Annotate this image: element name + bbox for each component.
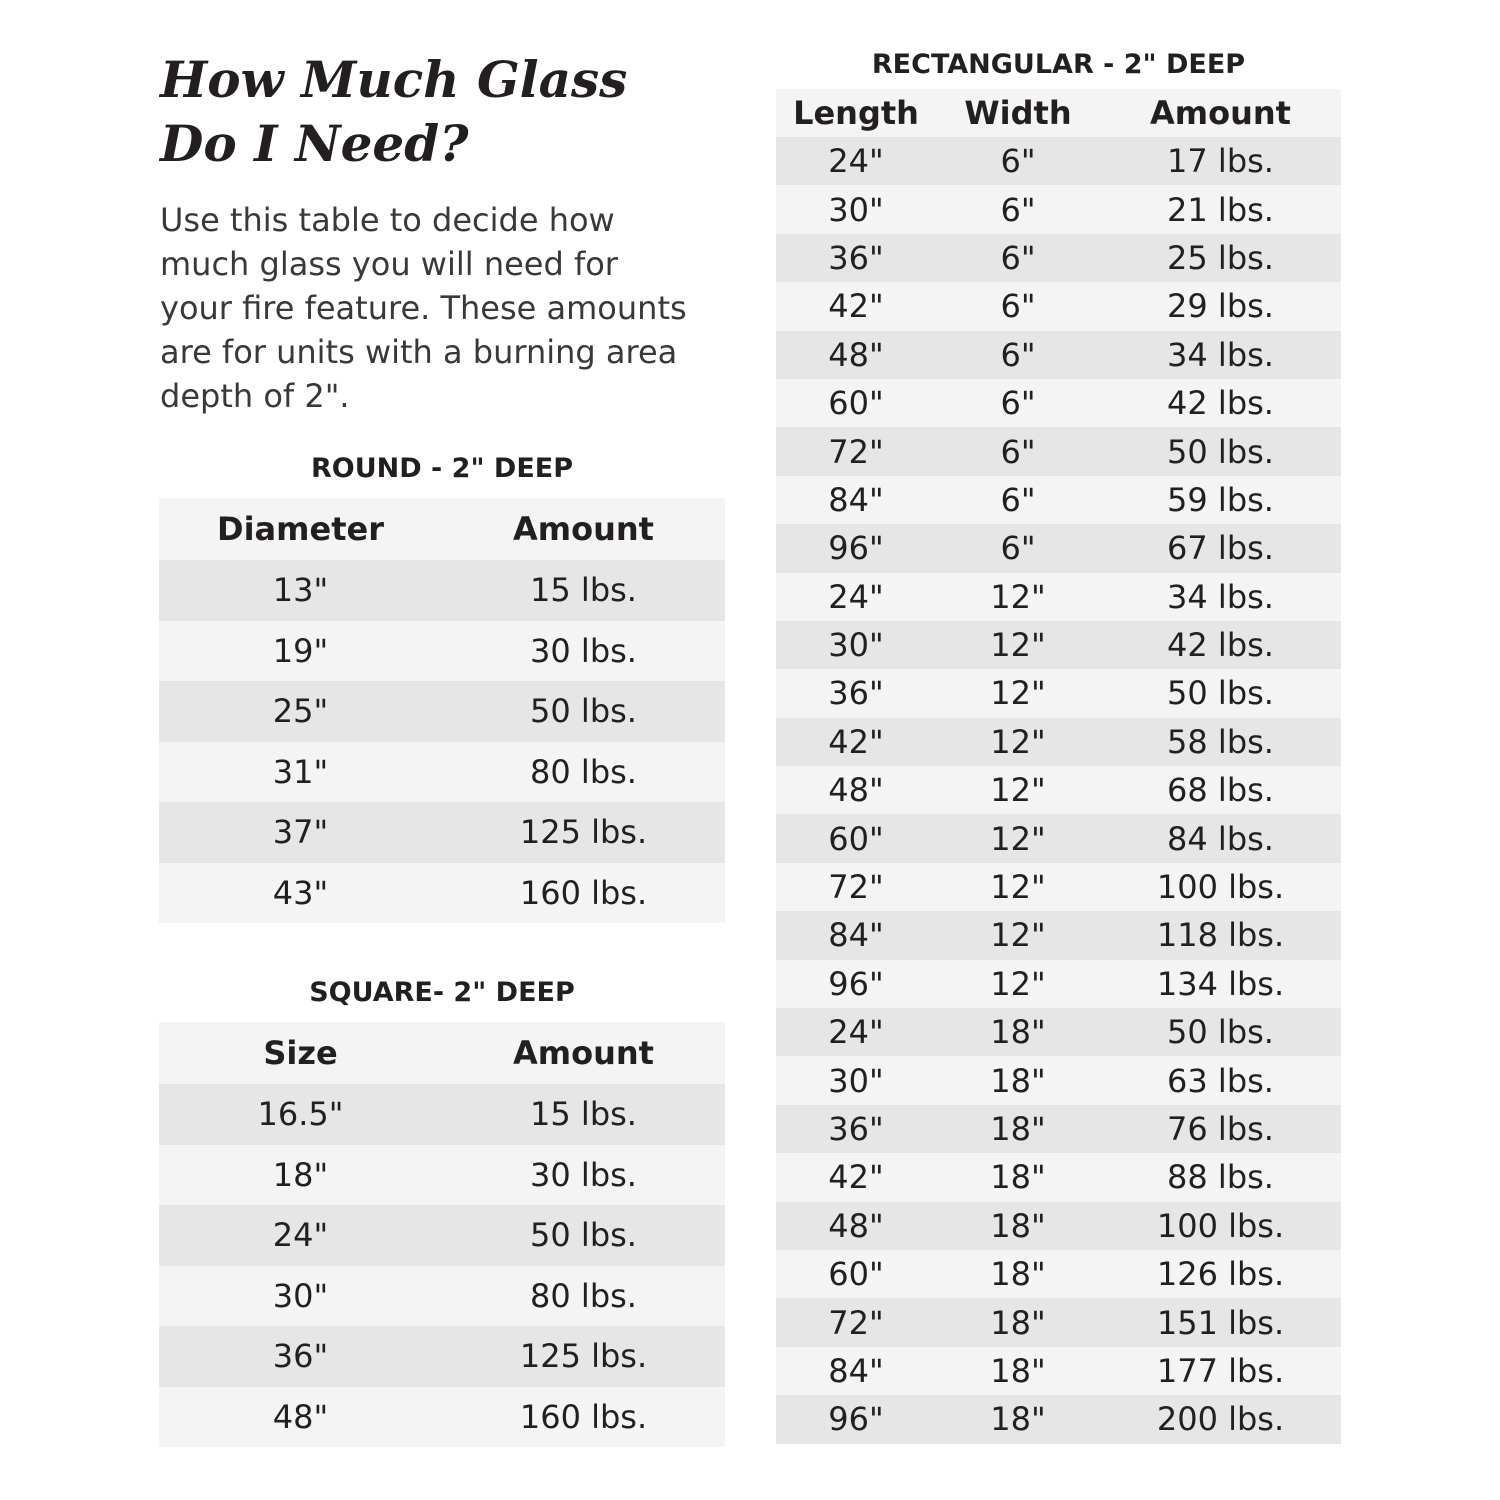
rect-length-cell: 72": [828, 868, 884, 907]
rect-length-cell: 84": [828, 1351, 884, 1390]
rect-table-row: [776, 476, 1341, 524]
rect-length-cell: 24": [828, 577, 884, 616]
page-title: [160, 48, 720, 176]
rect-width-cell: 18": [990, 1158, 1046, 1197]
square-amount-cell: 125 lbs.: [519, 1337, 648, 1376]
rect-width-cell: 18": [990, 1255, 1046, 1294]
rect-amount-cell: 88 lbs.: [1167, 1158, 1274, 1197]
round-table-title: ROUND - 2" DEEP: [310, 453, 574, 484]
rect-table-row: [776, 621, 1341, 669]
rect-amount-cell: 126 lbs.: [1156, 1255, 1285, 1294]
square-header-size: Size: [263, 1034, 338, 1072]
rect-length-cell: 42": [828, 722, 884, 761]
rect-length-cell: 36": [828, 238, 884, 277]
round-diameter-cell: 43": [272, 873, 329, 912]
rect-amount-cell: 68 lbs.: [1167, 771, 1274, 810]
rect-length-cell: 60": [828, 384, 884, 423]
rect-table-row: [776, 427, 1341, 475]
square-amount-cell: 80 lbs.: [530, 1276, 637, 1315]
rect-amount-cell: 34 lbs.: [1167, 335, 1274, 374]
rect-table-row: [776, 1250, 1341, 1298]
rect-amount-cell: 34 lbs.: [1167, 577, 1274, 616]
rect-length-cell: 36": [828, 1110, 884, 1148]
square-table-row: [159, 1145, 725, 1206]
rect-table-row: [776, 379, 1341, 427]
rect-length-cell: 48": [828, 1206, 884, 1245]
rect-width-cell: 18": [990, 1351, 1046, 1390]
intro-line-4: are for units with a burning area: [160, 333, 678, 371]
rect-length-cell: 42": [828, 1158, 884, 1197]
rect-amount-cell: 50 lbs.: [1167, 432, 1274, 471]
rect-amount-cell: 151 lbs.: [1156, 1303, 1285, 1342]
round-header-diameter: Diameter: [217, 510, 384, 548]
rect-width-cell: 6": [1000, 384, 1036, 423]
square-amount-cell: 30 lbs.: [530, 1155, 637, 1194]
rect-table-row: [776, 1202, 1341, 1250]
rect-width-cell: 12": [990, 674, 1046, 713]
rect-amount-cell: 76 lbs.: [1167, 1110, 1274, 1148]
rect-table-row: [776, 282, 1341, 330]
rect-table-row: [776, 137, 1341, 185]
rect-amount-cell: 21 lbs.: [1167, 190, 1274, 229]
rect-amount-cell: 84 lbs.: [1167, 819, 1274, 858]
square-table-row: [159, 1387, 725, 1448]
rect-table-row: [776, 911, 1341, 959]
round-amount-cell: 80 lbs.: [530, 752, 637, 791]
rect-amount-cell: 50 lbs.: [1167, 674, 1274, 713]
round-amount-cell: 50 lbs.: [530, 692, 637, 731]
rect-width-cell: 6": [1000, 529, 1036, 568]
rect-width-cell: 12": [990, 916, 1046, 955]
rect-length-cell: 48": [828, 771, 884, 810]
rect-length-cell: 60": [828, 819, 884, 858]
rect-length-cell: 42": [828, 287, 884, 326]
round-table-row: [159, 681, 725, 742]
intro-line-2: much glass you will need for: [160, 245, 618, 283]
rect-width-cell: 6": [1000, 335, 1036, 374]
rect-amount-cell: 17 lbs.: [1167, 142, 1274, 181]
rect-width-cell: 6": [1000, 287, 1036, 326]
square-header-amount: Amount: [513, 1034, 654, 1072]
rect-table-row: [776, 1008, 1341, 1056]
rect-amount-cell: 177 lbs.: [1156, 1351, 1285, 1390]
rect-width-cell: 18": [990, 1013, 1046, 1052]
square-amount-cell: 15 lbs.: [530, 1095, 637, 1134]
round-amount-cell: 160 lbs.: [519, 873, 648, 912]
round-table-row: [159, 560, 725, 621]
rect-length-cell: 36": [828, 674, 884, 713]
rect-amount-cell: 134 lbs.: [1156, 964, 1285, 1003]
rect-table-row: [776, 669, 1341, 717]
rect-table-row: [776, 234, 1341, 282]
rect-table-row: [776, 1395, 1341, 1443]
round-diameter-cell: 25": [272, 692, 329, 731]
rect-amount-cell: 58 lbs.: [1167, 722, 1274, 761]
round-amount-cell: 30 lbs.: [530, 631, 637, 670]
intro-text: [160, 198, 750, 418]
square-size-cell: 16.5": [257, 1095, 344, 1134]
rect-table-row: [776, 185, 1341, 233]
page-title-line-1: How Much Glass: [160, 50, 628, 109]
rect-header-length: Length: [793, 94, 919, 132]
square-table-title: SQUARE- 2" DEEP: [309, 977, 575, 1008]
rect-width-cell: 12": [990, 819, 1046, 858]
rect-length-cell: 30": [828, 626, 884, 665]
round-table-row: [159, 863, 725, 924]
intro-line-3: your fire feature. These amounts: [160, 289, 687, 327]
rect-length-cell: 96": [828, 529, 884, 568]
square-table-row: [159, 1266, 725, 1327]
rect-amount-cell: 63 lbs.: [1167, 1061, 1274, 1100]
round-table-row: [159, 742, 725, 803]
rectangular-table-header-row: [776, 89, 1341, 137]
rect-table-row: [776, 331, 1341, 379]
rect-length-cell: 30": [828, 1061, 884, 1100]
square-amount-cell: 50 lbs.: [530, 1216, 637, 1255]
rect-length-cell: 24": [828, 1013, 884, 1052]
round-header-amount: Amount: [513, 510, 654, 548]
rect-table-row: [776, 718, 1341, 766]
rect-width-cell: 18": [990, 1110, 1046, 1148]
rect-table-row: [776, 1347, 1341, 1395]
rect-table-row: [776, 1153, 1341, 1201]
rect-amount-cell: 200 lbs.: [1156, 1400, 1285, 1439]
round-diameter-cell: 19": [272, 631, 329, 670]
square-table-row: [159, 1084, 725, 1145]
rect-amount-cell: 50 lbs.: [1167, 1013, 1274, 1052]
round-table: [159, 498, 725, 923]
rect-amount-cell: 100 lbs.: [1156, 868, 1285, 907]
rect-table-row: [776, 1298, 1341, 1346]
rect-length-cell: 48": [828, 335, 884, 374]
rect-length-cell: 72": [828, 432, 884, 471]
rect-length-cell: 96": [828, 964, 884, 1003]
rect-table-row: [776, 524, 1341, 572]
rect-table-row: [776, 766, 1341, 814]
rect-amount-cell: 100 lbs.: [1156, 1206, 1285, 1245]
rect-length-cell: 30": [828, 190, 884, 229]
square-size-cell: 36": [272, 1337, 329, 1376]
rectangular-table-title: RECTANGULAR - 2" DEEP: [871, 49, 1246, 80]
square-size-cell: 48": [272, 1397, 329, 1436]
square-table: [159, 1022, 725, 1447]
round-diameter-cell: 13": [272, 571, 329, 610]
square-size-cell: 24": [272, 1216, 329, 1255]
rect-width-cell: 6": [1000, 432, 1036, 471]
rect-length-cell: 84": [828, 480, 884, 519]
rect-length-cell: 84": [828, 916, 884, 955]
rect-width-cell: 12": [990, 771, 1046, 810]
rect-amount-cell: 67 lbs.: [1167, 529, 1274, 568]
round-diameter-cell: 31": [272, 752, 329, 791]
rect-length-cell: 72": [828, 1303, 884, 1342]
square-table-header-row: [159, 1022, 725, 1084]
rect-length-cell: 60": [828, 1255, 884, 1294]
rect-width-cell: 6": [1000, 238, 1036, 277]
rect-width-cell: 12": [990, 964, 1046, 1003]
rect-width-cell: 6": [1000, 480, 1036, 519]
rect-header-amount: Amount: [1150, 94, 1291, 132]
rect-length-cell: 96": [828, 1400, 884, 1439]
square-size-cell: 30": [272, 1276, 329, 1315]
rect-table-row: [776, 960, 1341, 1008]
square-table-row: [159, 1205, 725, 1266]
rect-width-cell: 18": [990, 1206, 1046, 1245]
round-amount-cell: 125 lbs.: [519, 813, 648, 852]
rect-width-cell: 12": [990, 577, 1046, 616]
rect-table-row: [776, 1056, 1341, 1104]
rect-width-cell: 12": [990, 626, 1046, 665]
round-table-row: [159, 621, 725, 682]
square-table-row: [159, 1326, 725, 1387]
round-table-header-row: [159, 498, 725, 560]
square-size-cell: 18": [272, 1155, 329, 1194]
rect-width-cell: 6": [1000, 142, 1036, 181]
rect-header-width: Width: [964, 94, 1072, 132]
rect-amount-cell: 59 lbs.: [1167, 480, 1274, 519]
rect-table-row: [776, 814, 1341, 862]
intro-line-5: depth of 2".: [160, 377, 350, 415]
round-amount-cell: 15 lbs.: [530, 571, 637, 610]
page-title-line-2: Do I Need?: [160, 114, 469, 173]
rect-amount-cell: 29 lbs.: [1167, 287, 1274, 326]
rect-amount-cell: 42 lbs.: [1167, 384, 1274, 423]
rect-width-cell: 12": [990, 868, 1046, 907]
intro-line-1: Use this table to decide how: [160, 201, 615, 239]
rect-amount-cell: 118 lbs.: [1156, 916, 1285, 955]
rect-width-cell: 18": [990, 1061, 1046, 1100]
rect-amount-cell: 42 lbs.: [1167, 626, 1274, 665]
rect-width-cell: 12": [990, 722, 1046, 761]
rect-table-row: [776, 573, 1341, 621]
rect-amount-cell: 25 lbs.: [1167, 238, 1274, 277]
rect-width-cell: 18": [990, 1303, 1046, 1342]
rect-width-cell: 18": [990, 1400, 1046, 1439]
round-table-row: [159, 802, 725, 863]
square-amount-cell: 160 lbs.: [519, 1397, 648, 1436]
round-diameter-cell: 37": [272, 813, 329, 852]
rect-length-cell: 24": [828, 142, 884, 181]
rectangular-table: [776, 89, 1341, 1444]
rect-table-row: [776, 863, 1341, 911]
rect-width-cell: 6": [1000, 190, 1036, 229]
rect-table-row: [776, 1105, 1341, 1153]
